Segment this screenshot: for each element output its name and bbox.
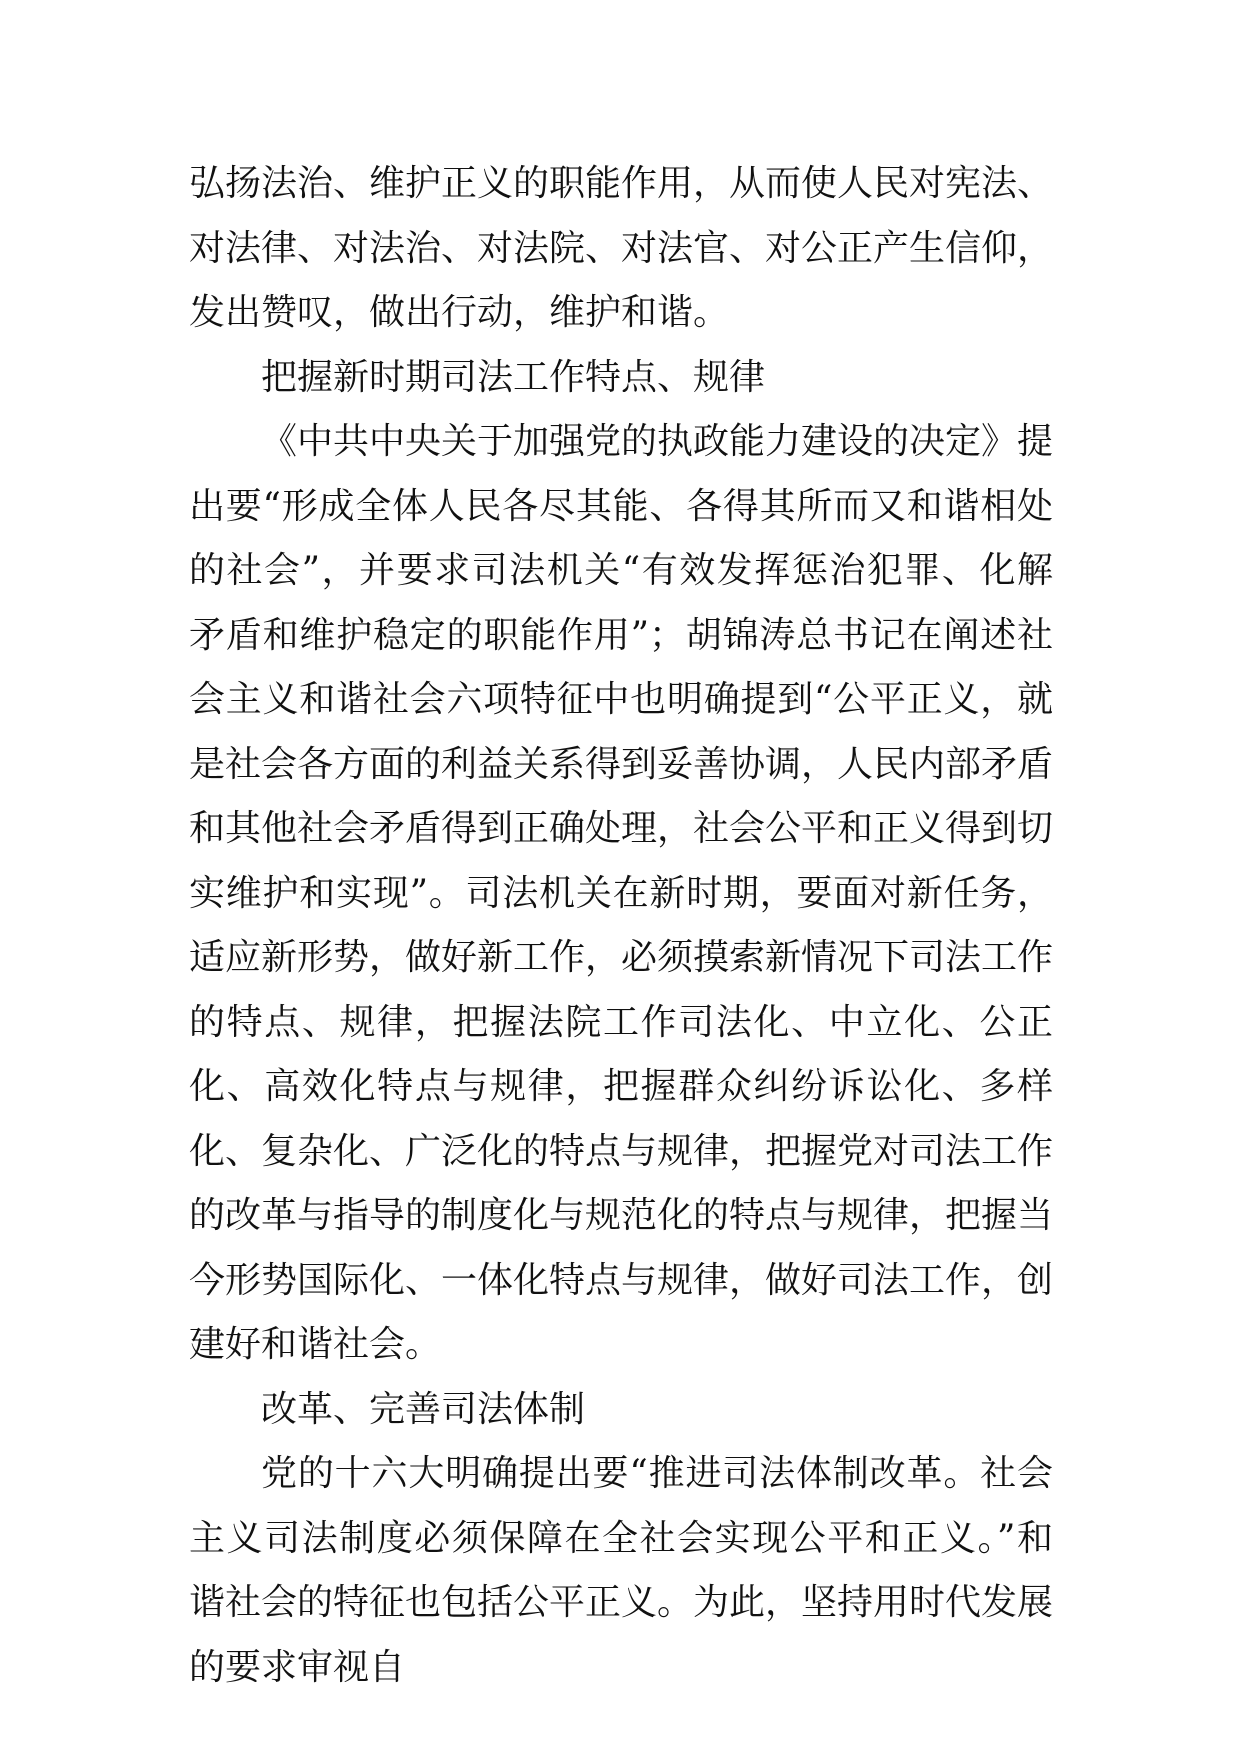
document-body [189, 152, 1053, 1700]
section-heading: 改革、完善司法体制 [261, 1388, 586, 1430]
paragraph-body: 党的十六大明确提出要“推进司法体制改革。社会主义司法制度必须保障在全社会实现公平和正义。”和谐社会的特征也包括公平正义。为此，坚持用时代发展的要求审视自 [189, 1453, 1054, 1688]
section-heading: 把握新时期司法工作特点、规律 [261, 356, 766, 398]
paragraph-continuation: 弘扬法治、维护正义的职能作用，从而使人民对宪法、对法律、对法治、对法院、对法官、对公正产生信仰，发出赞叹，做出行动，维护和谐。 [189, 163, 1054, 333]
paragraph-body: 《中共中央关于加强党的执政能力建设的决定》提出要“形成全体人民各尽其能、各得其所而又和谐相处的社会”，并要求司法机关“有效发挥惩治犯罪、化解矛盾和维护稳定的职能作用”；胡锦涛总书记在阐述社会主义和谐社会六项特征中也明确提到“公平正义，就是社会各方面的利益关系得到妥善协调，人民内部矛盾和其他社会矛盾得到正确处理，社会公平和正义得到切实维护和实现”。司法机关在新时期，要面对新任务，适应新形势，做好新工作，必须摸索新情况下司法工作的特点、规律，把握法院工作司法化、中立化、公正化、高效化特点与规律，把握群众纠纷诉讼化、多样化、复杂化、广泛化的特点与规律，把握党对司法工作的改革与指导的制度化与规范化的特点与规律，把握当今形势国际化、一体化特点与规律，做好司法工作，创建好和谐社会。 [189, 421, 1054, 1365]
